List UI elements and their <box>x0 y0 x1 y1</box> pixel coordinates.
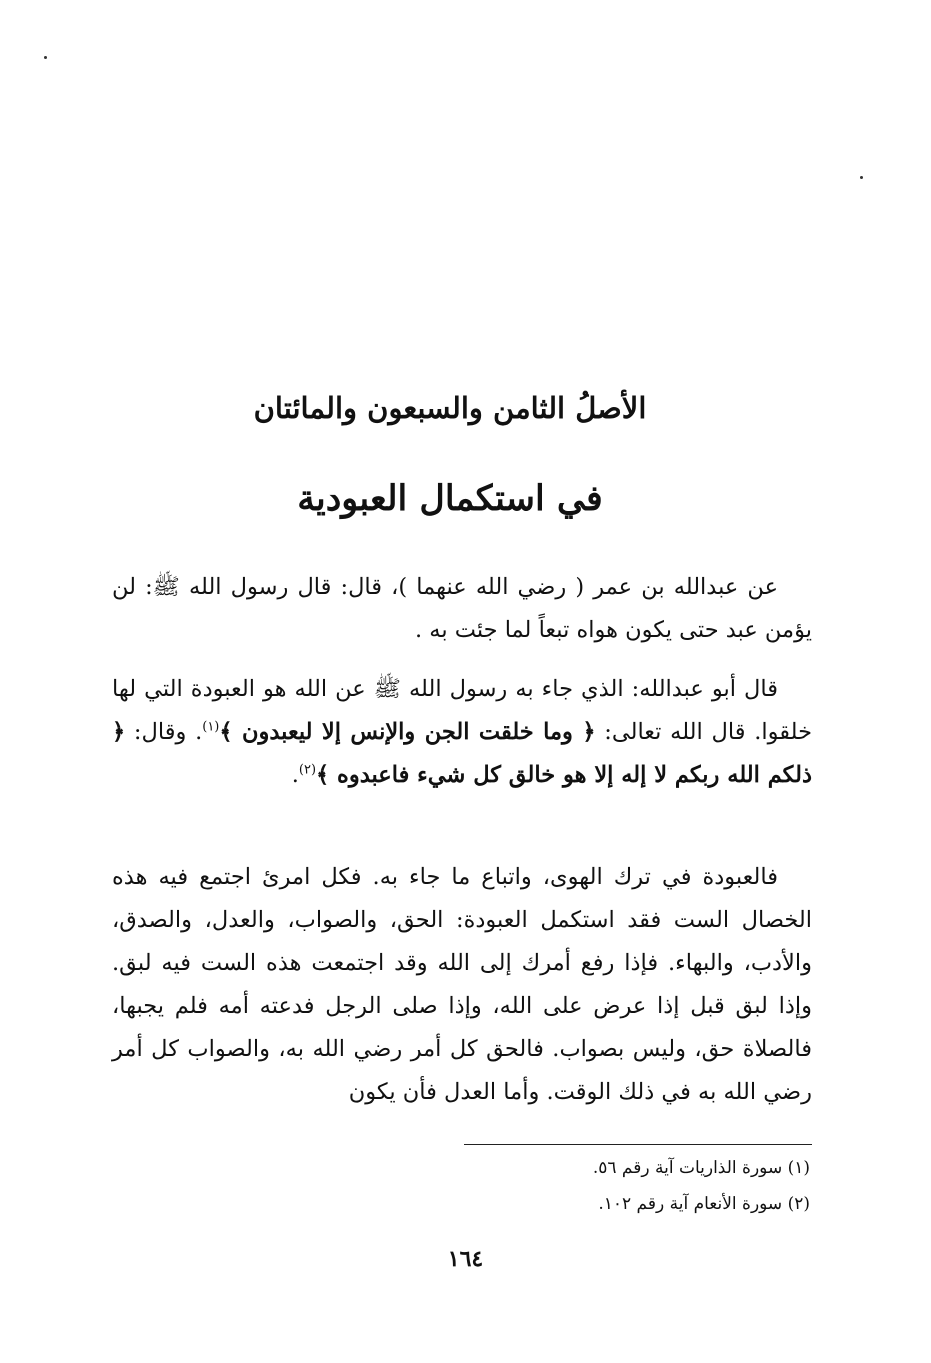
chapter-number-title: الأصلُ الثامن والسبعون والمائتان <box>253 391 647 425</box>
scan-speck <box>44 56 47 59</box>
paragraph-commentary <box>112 668 812 797</box>
footnote-ref-1: (١) <box>202 719 220 735</box>
paragraph-hadith-text: عن عبدالله بن عمر ( رضي الله عنهما )، قال: قال رسول الله ﷺ: لن يؤمن عبد حتى يكون هواه تبعاً لما جئت به . <box>112 574 812 643</box>
footnote-ref-2: (٢) <box>298 762 317 778</box>
quran-verse-2: ﴿ ذلكم الله ربكم لا إله إلا هو خالق كل شيء فاعبدوه ﴾ <box>112 719 812 788</box>
paragraph-explanation <box>112 856 812 1114</box>
footnote-1: (١) سورة الذاريات آية رقم ٥٦. <box>592 1158 810 1178</box>
scan-speck <box>860 176 863 179</box>
footnote-2: (٢) سورة الأنعام آية رقم ١٠٢. <box>598 1194 810 1214</box>
commentary-intro: قال أبو عبدالله: الذي جاء به رسول الله ﷺ عن الله هو العبودة التي لها خلقوا. قال الله تعالى: <box>112 676 812 745</box>
chapter-subject-title: في استكمال العبودية <box>297 478 603 519</box>
page-number: ١٦٤ <box>447 1246 484 1272</box>
commentary-end: . <box>291 762 299 788</box>
commentary-middle: . وقال: <box>125 719 203 745</box>
quran-verse-1: ﴿ وما خلقت الجن والإنس إلا ليعبدون ﴾ <box>219 719 596 745</box>
footnote-divider <box>464 1144 812 1145</box>
paragraph-hadith <box>112 566 812 652</box>
paragraph-explanation-text: فالعبودة في ترك الهوى، واتباع ما جاء به. فكل امرئ اجتمع فيه هذه الخصال الست فقد استكمل العبودة: الحق، والصواب، والعدل، والصدق، والأدب، والبهاء. فإذا رفع أمرك إلى الله وقد اجتمعت هذه الست فيه لبق. وإذا لبق قبل إذا عرض على الله، وإذا صلى الرجل فدعته أمه فلم يجبها، فالصلاة حق، وليس بصواب. فالحق كل أمر رضي الله به، والصواب كل أمر رضي الله به في ذلك الوقت. وأما العدل فأن يكون <box>112 864 812 1105</box>
